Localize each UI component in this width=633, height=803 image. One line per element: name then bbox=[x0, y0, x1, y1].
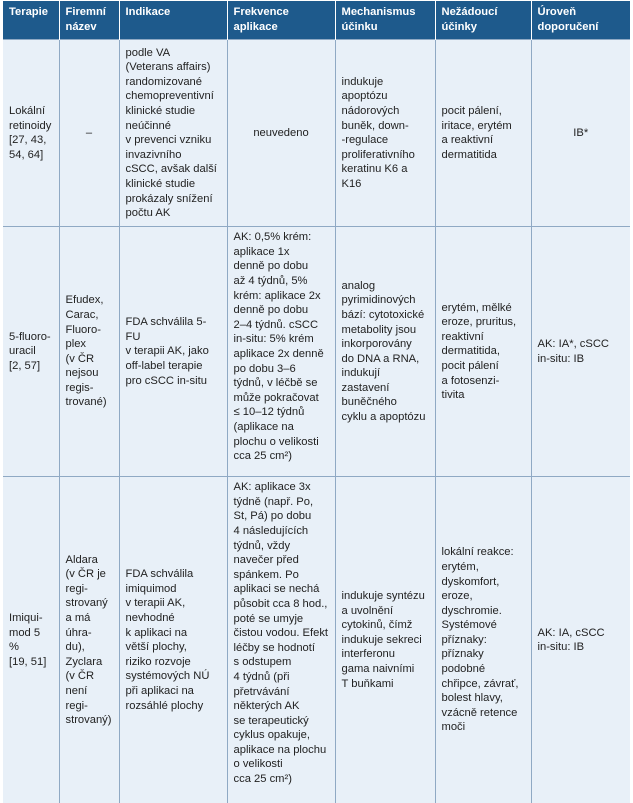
cell-frekvence: neuvedeno bbox=[227, 40, 335, 227]
cell-nezadouci-ucinky: erytém, mělké eroze, pruritus, reaktivní dermatitida, pocit pálení a fotosenzi- tivita bbox=[435, 227, 531, 477]
cell-uroven: IB* bbox=[531, 40, 630, 227]
cell-firemni-nazev: Efudex, Carac, Fluoro- plex (v ČR nejsou regis- trované) bbox=[59, 227, 119, 477]
cell-firemni-nazev: – bbox=[59, 40, 119, 227]
table-row bbox=[3, 40, 630, 227]
cell-terapie: 5-fluoro- uracil [2, 57] bbox=[3, 227, 59, 477]
header-terapie: Terapie bbox=[3, 1, 59, 40]
cell-uroven: AK: IA, cSCC in-situ: IB bbox=[531, 477, 630, 803]
cell-firemni-nazev: Aldara (v ČR je regi- strovaný a má úhra- du), Zyclara (v ČR není regi- strovaný) bbox=[59, 477, 119, 803]
cell-nezadouci-ucinky: lokální reakce: erytém, dyskomfort, eroze, dyschromie. Systémové příznaky: příznaky podobné chřipce, závrať, bolest hlavy, vzácně retence moči bbox=[435, 477, 531, 803]
header-frekvence-aplikace: Frekvence aplikace bbox=[227, 1, 335, 40]
cell-mechanismus: analog pyrimidinových bází: cytotoxické metabolity jsou inkorporovány do DNA a RNA, indukují zastavení buněčného cyklu a apoptózu bbox=[335, 227, 435, 477]
therapy-table bbox=[3, 1, 630, 803]
table-row bbox=[3, 477, 630, 803]
header-mechanismus-ucinku: Mechanismus účinku bbox=[335, 1, 435, 40]
cell-indikace: FDA schválila imiquimod v terapii AK, nevhodné k aplikaci na větší plochy, riziko rozvoje systémových NÚ při aplikaci na rozsáhlé plochy bbox=[119, 477, 227, 803]
header-nezadouci-ucinky: Nežádoucí účinky bbox=[435, 1, 531, 40]
cell-frekvence: AK: 0,5% krém: aplikace 1x denně po dobu až 4 týdnů, 5% krém: aplikace 2x denně po dobu 2–4 týdnů. cSCC in-situ: 5% krém aplikace 2x denně po dobu 3–6 týdnů, v léčbě se může pokračovat ≤ 10–12 týdnů (aplikace na plochu o velikosti cca 25 cm²) bbox=[227, 227, 335, 477]
header-firemni-nazev: Firemní název bbox=[59, 1, 119, 40]
cell-mechanismus: indukuje syntézu a uvolnění cytokinů, čímž indukuje sekreci interferonu gama naivními T buňkami bbox=[335, 477, 435, 803]
header-indikace: Indikace bbox=[119, 1, 227, 40]
cell-mechanismus: indukuje apoptózu nádorových buněk, down- -regulace proliferativního keratinu K6 a K16 bbox=[335, 40, 435, 227]
table-header-row bbox=[3, 1, 630, 40]
cell-terapie: Lokální retinoidy [27, 43, 54, 64] bbox=[3, 40, 59, 227]
cell-indikace: FDA schválila 5-FU v terapii AK, jako off-label terapie pro cSCC in-situ bbox=[119, 227, 227, 477]
cell-frekvence: AK: aplikace 3x týdně (např. Po, St, Pá) po dobu 4 následujících týdnů, vždy navečer před spánkem. Po aplikaci se nechá působit cca 8 hod., poté se umyje čistou vodou. Efekt léčby se hodnotí s odstupem 4 týdnů (při přetrvávání některých AK se terapeutický cyklus opakuje, aplikace na plochu o velikosti cca 25 cm²) bbox=[227, 477, 335, 803]
cell-nezadouci-ucinky: pocit pálení, iritace, erytém a reaktivní dermatitida bbox=[435, 40, 531, 227]
cell-uroven: AK: IA*, cSCC in-situ: IB bbox=[531, 227, 630, 477]
header-uroven-doporuceni: Úroveň doporučení bbox=[531, 1, 630, 40]
cell-indikace: podle VA (Veterans affairs) randomizované chemopreventivní klinické studie neúčinné v prevenci vzniku invazivního cSCC, avšak další klinické studie prokázaly snížení počtu AK bbox=[119, 40, 227, 227]
table-row bbox=[3, 227, 630, 477]
cell-terapie: Imiqui- mod 5 % [19, 51] bbox=[3, 477, 59, 803]
